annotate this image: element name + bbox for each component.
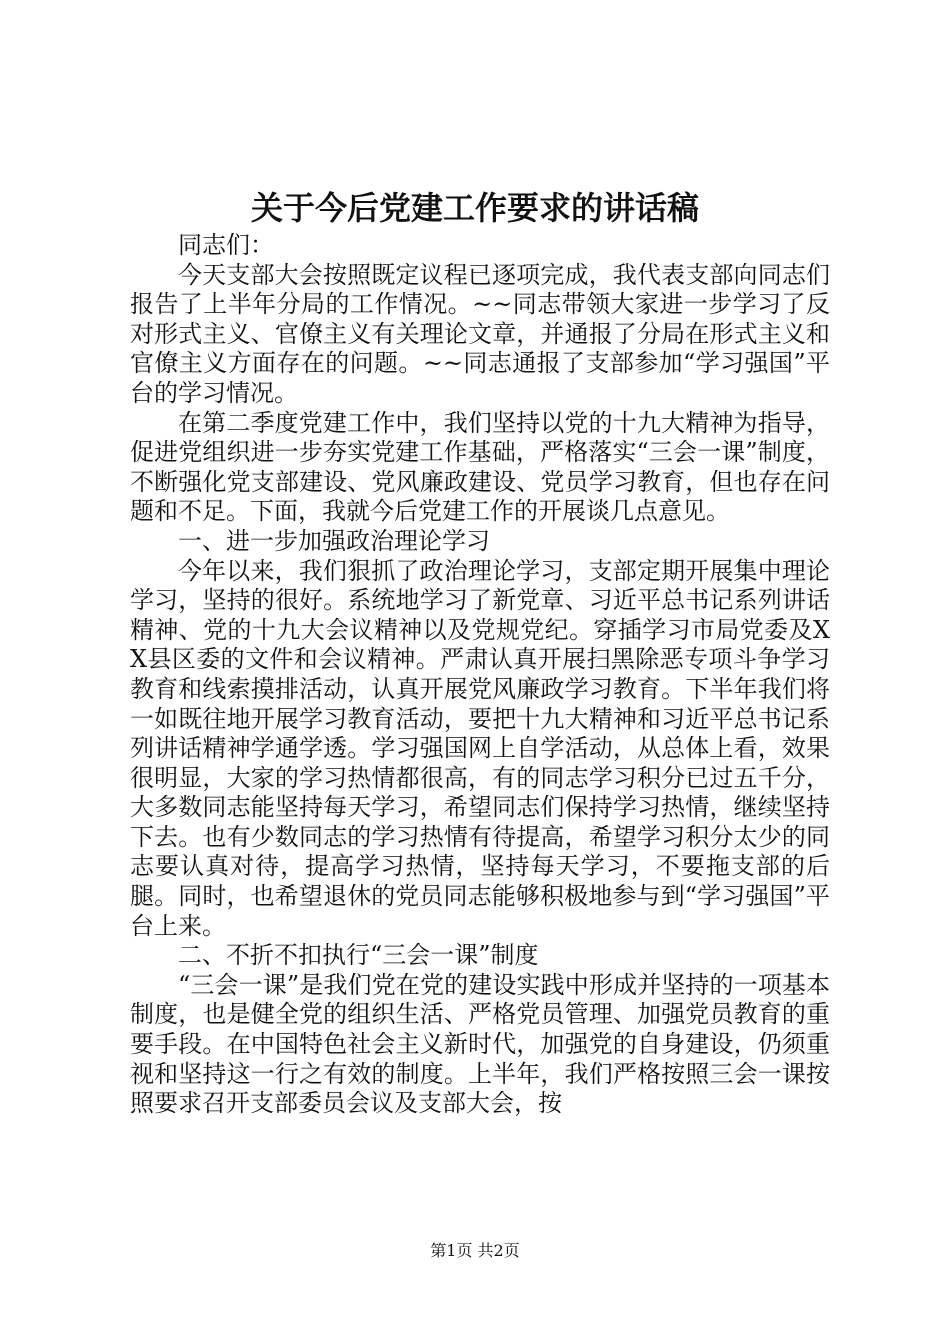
- section-heading-1: 一、进一步加强政治理论学习: [178, 526, 490, 555]
- paragraph-section-1: 今年以来，我们狠抓了政治理论学习，支部定期开展集中理论学习，坚持的很好。系统地学习了新党章、习近平总书记系列讲话精神、党的十九大会议精神以及党规党纪。穿插学习市局党委及XX县区委的文件和会议精神。严肃认真开展扫黑除恶专项斗争学习教育和线索摸排活动，认真开展党风廉政学习教育。下半年我们将一如既往地开展学习教育活动，要把十九大精神和习近平总书记系列讲话精神学通学透。学习强国网上自学活动，从总体上看，效果很明显，大家的学习热情都很高，有的同志学习积分已过五千分，大多数同志能坚持每天学习，希望同志们保持学习热情，继续坚持下去。也有少数同志的学习热情有待提高，希望学习积分太少的同志要认真对待，提高学习热情，坚持每天学习，不要拖支部的后腿。同时，也希望退休的党员同志能够积极地参与到“学习强国”平台上来。: [130, 556, 830, 940]
- page-footer: 第1页 共2页: [430, 1241, 520, 1260]
- paragraph-summary: 在第二季度党建工作中，我们坚持以党的十九大精神为指导，促进党组织进一步夯实党建工作基础，严格落实“三会一课”制度，不断强化党支部建设、党风廉政建设、党员学习教育，但也存在问题和不足。下面，我就今后党建工作的开展谈几点意见。: [130, 408, 830, 526]
- paragraph-section-2: “三会一课”是我们党在党的建设实践中形成并坚持的一项基本制度，也是健全党的组织生活、严格党员管理、加强党员教育的重要手段。在中国特色社会主义新时代，加强党的自身建设，仍须重视和坚持这一行之有效的制度。上半年，我们严格按照三会一课按照要求召开支部委员会议及支部大会，按: [130, 970, 830, 1118]
- document-body: [130, 231, 830, 1119]
- section-heading-2: 二、不折不扣执行“三会一课”制度: [178, 941, 539, 970]
- document-title: 关于今后党建工作要求的讲话稿: [250, 189, 699, 227]
- paragraph-intro: 今天支部大会按照既定议程已逐项完成，我代表支部向同志们报告了上半年分局的工作情况。~~同志带领大家进一步学习了反对形式主义、官僚主义有关理论文章，并通报了分局在形式主义和官僚主义方面存在的问题。~~同志通报了支部参加“学习强国”平台的学习情况。: [130, 260, 830, 407]
- salutation: 同志们：: [178, 231, 274, 259]
